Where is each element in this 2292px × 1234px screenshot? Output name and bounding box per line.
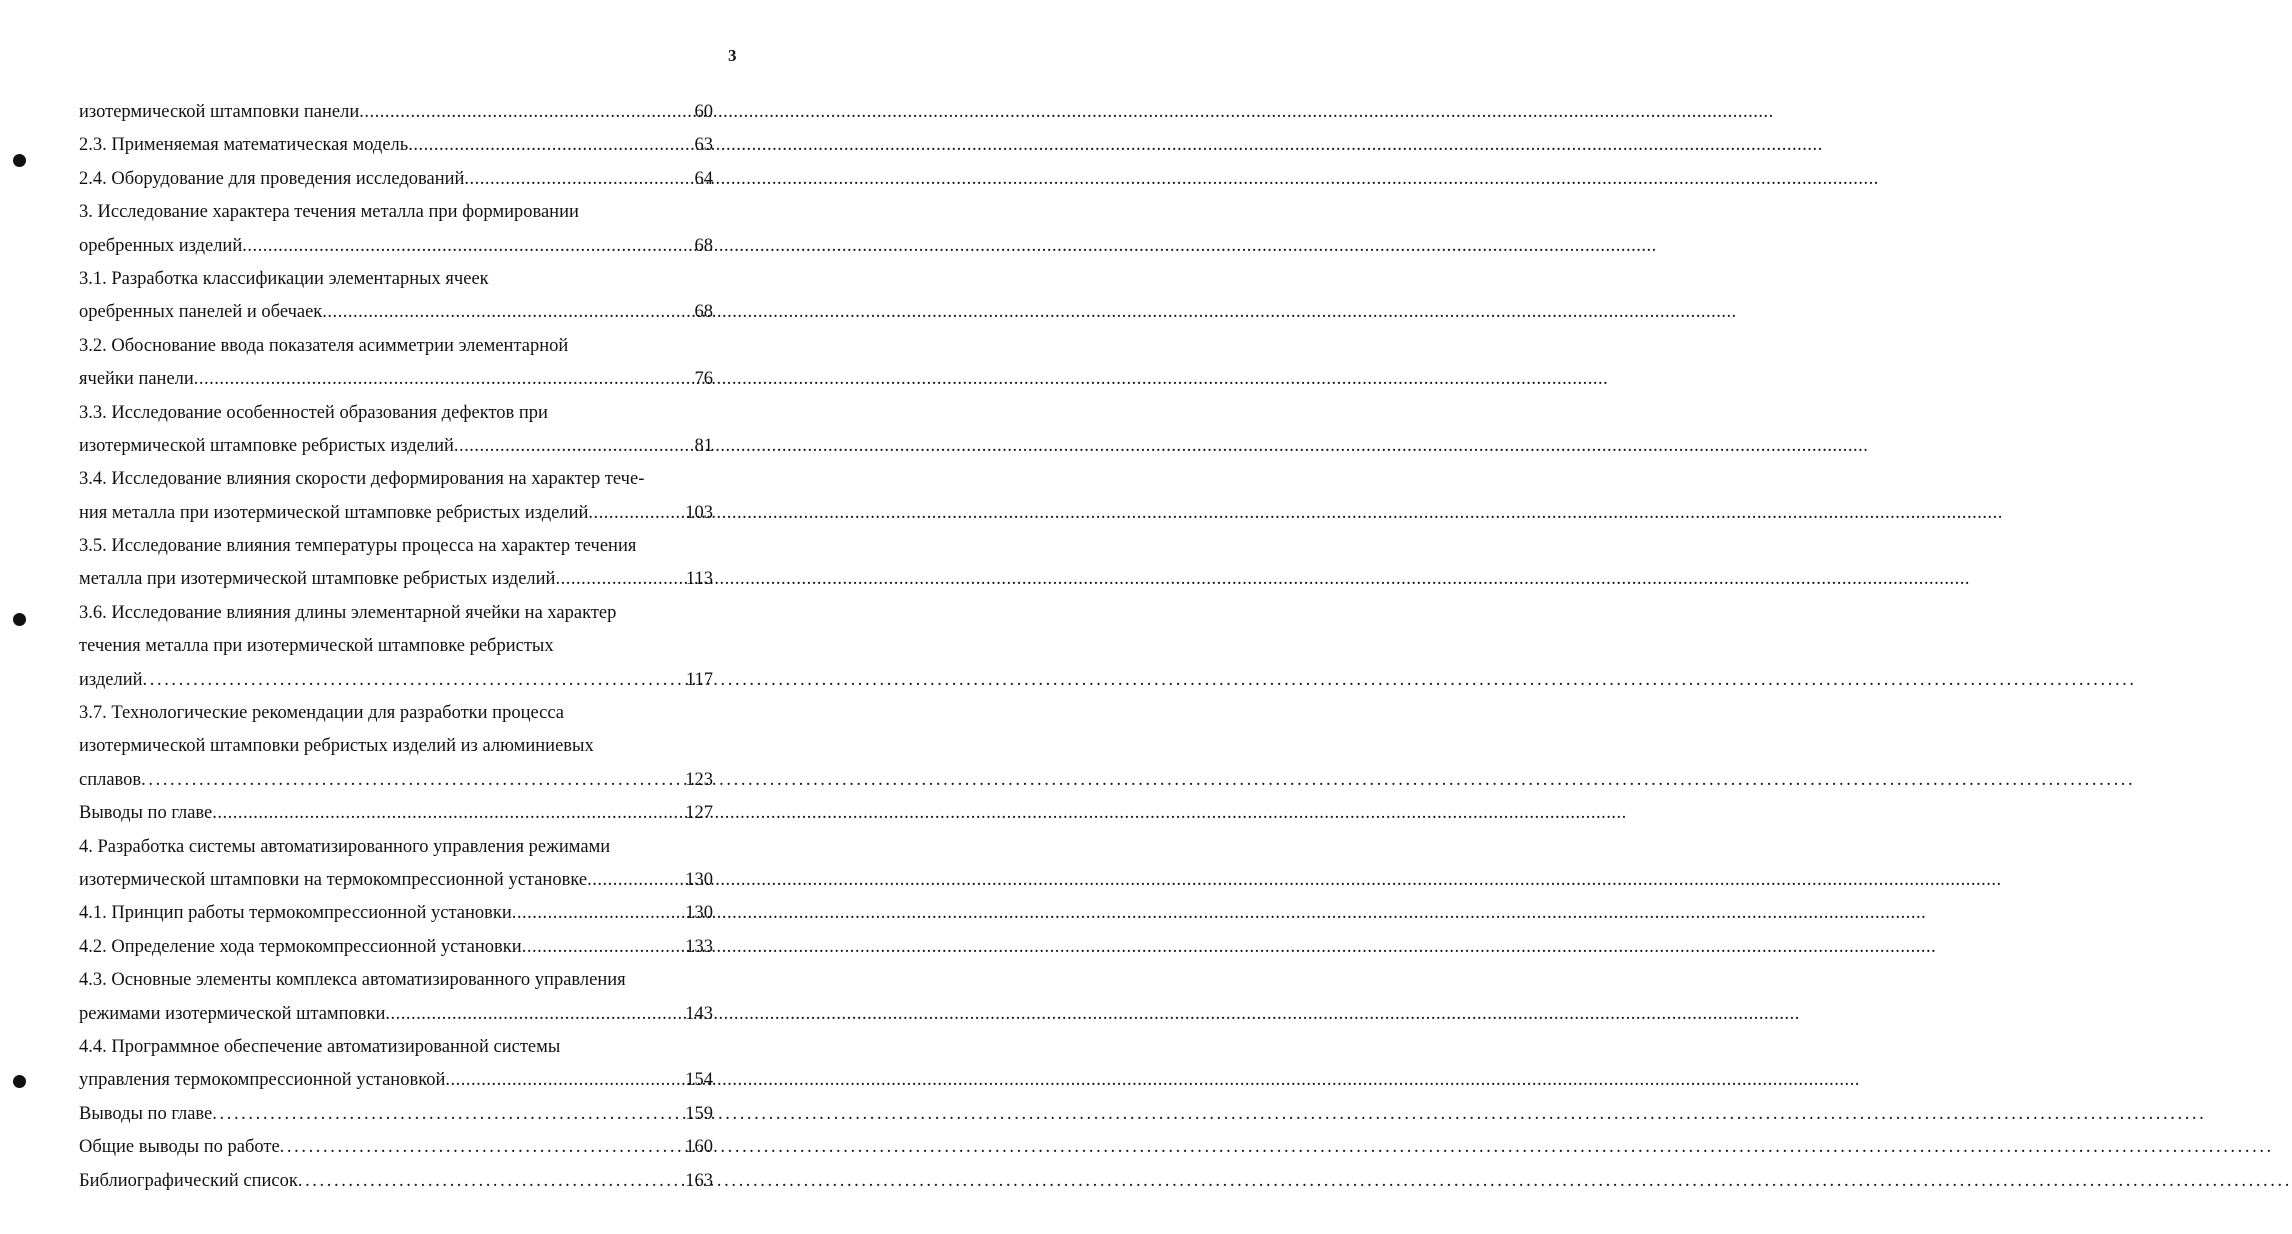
dot-leader	[359, 96, 694, 129]
toc-page-number: 63	[694, 135, 713, 156]
dot-leader	[445, 1064, 685, 1097]
toc-line	[79, 563, 713, 596]
toc-line	[79, 196, 713, 229]
dot-leader	[512, 897, 686, 930]
dot-leader	[385, 998, 685, 1031]
toc-entry-text: 2.4. Оборудование для проведения исследований	[79, 168, 465, 189]
dot-leader	[322, 296, 694, 329]
toc-line	[79, 1165, 713, 1198]
toc-page-number: 76	[694, 369, 713, 390]
toc-line	[79, 998, 713, 1031]
toc-line	[79, 931, 713, 964]
toc-line	[79, 831, 713, 864]
toc-line	[79, 530, 713, 563]
toc-line	[79, 296, 713, 329]
toc-entry-text: 3. Исследование характера течения металла при формировании	[79, 202, 579, 223]
toc-entry-text: Выводы по главе	[79, 803, 213, 824]
toc-entry-text: 2.3. Применяемая математическая модель	[79, 135, 409, 156]
toc-entry-text: 3.7. Технологические рекомендации для разработки процесса	[79, 703, 565, 724]
toc-line	[79, 497, 713, 530]
dot-leader	[141, 764, 685, 797]
toc-entry-text: оребренных изделий	[79, 235, 243, 256]
binder-hole-middle	[13, 613, 26, 626]
table-of-contents	[79, 96, 713, 1198]
dot-leader	[522, 931, 686, 964]
toc-entry-text: 3.6. Исследование влияния длины элементарной ячейки на характер	[79, 602, 617, 623]
toc-entry-text: режимами изотермической штамповки	[79, 1003, 386, 1024]
toc-line	[79, 1031, 713, 1064]
dot-leader	[587, 864, 685, 897]
toc-line	[79, 430, 713, 463]
binder-hole-bottom	[13, 1075, 26, 1088]
toc-line	[79, 1064, 713, 1097]
toc-entry-text: металла при изотермической штамповке ребристых изделий	[79, 569, 556, 590]
toc-page-number: 113	[685, 569, 713, 590]
toc-entry-text: управления термокомпрессионной установкой	[79, 1070, 446, 1091]
toc-line	[79, 864, 713, 897]
dot-leader	[242, 230, 694, 263]
dot-leader	[588, 497, 685, 530]
toc-page-number: 64	[694, 168, 713, 189]
toc-page-number: 130	[685, 869, 713, 890]
dot-leader	[212, 1098, 685, 1131]
toc-line	[79, 664, 713, 697]
toc-entry-text: 3.1. Разработка классификации элементарных ячеек	[79, 268, 489, 289]
toc-entry-text: Библиографический список	[79, 1170, 298, 1191]
toc-entry-text: Выводы по главе	[79, 1103, 213, 1124]
toc-entry-text: 4.2. Определение хода термокомпрессионной установки	[79, 936, 522, 957]
toc-line	[79, 230, 713, 263]
toc-entry-text: изотермической штамповки панели	[79, 102, 360, 122]
toc-page-number: 81	[694, 435, 713, 456]
toc-line	[79, 363, 713, 396]
toc-page-number: 143	[685, 1003, 713, 1024]
toc-entry-text: 4.4. Программное обеспечение автоматизированной системы	[79, 1036, 561, 1057]
toc-page-number: 133	[685, 936, 713, 957]
toc-line	[79, 697, 713, 730]
toc-line	[79, 897, 713, 930]
toc-entry-text: ния металла при изотермической штамповке ребристых изделий	[79, 502, 589, 523]
toc-line	[79, 129, 713, 162]
toc-line	[79, 764, 713, 797]
toc-entry-text: изделий	[79, 669, 143, 690]
dot-leader	[212, 797, 685, 830]
toc-line	[79, 1098, 713, 1131]
toc-entry-text: 3.5. Исследование влияния температуры процесса на характер течения	[79, 536, 637, 557]
dot-leader	[280, 1131, 686, 1164]
toc-line	[79, 630, 713, 663]
toc-entry-text: 4. Разработка системы автоматизированного управления режимами	[79, 836, 611, 857]
toc-entry-text: течения металла при изотермической штамповке ребристых	[79, 636, 554, 657]
toc-line	[79, 597, 713, 630]
dot-leader	[454, 430, 695, 463]
toc-page-number: 117	[685, 669, 713, 690]
dot-leader	[143, 664, 686, 697]
toc-page-number: 68	[694, 302, 713, 323]
toc-page-number: 154	[685, 1070, 713, 1091]
toc-entry-text: 3.4. Исследование влияния скорости деформирования на характер тече-	[79, 469, 645, 490]
toc-line	[79, 1131, 713, 1164]
toc-page-number: 127	[685, 803, 713, 824]
toc-line	[79, 163, 713, 196]
toc-line	[79, 964, 713, 997]
toc-line	[79, 797, 713, 830]
dot-leader	[194, 363, 695, 396]
toc-page-number: 123	[685, 769, 713, 790]
toc-page-number: 68	[694, 235, 713, 256]
dot-leader	[464, 163, 694, 196]
toc-entry-text: оребренных панелей и обечаек	[79, 302, 323, 323]
toc-page-number: 159	[685, 1103, 713, 1124]
toc-entry-text: изотермической штамповке ребристых изделий	[79, 435, 454, 456]
toc-entry-text: сплавов	[79, 769, 142, 790]
toc-line	[79, 96, 713, 129]
toc-page-number: 103	[685, 502, 713, 523]
toc-entry-text: 3.2. Обоснование ввода показателя асимметрии элементарной	[79, 335, 569, 356]
toc-page-number: 160	[685, 1137, 713, 1158]
toc-line	[79, 730, 713, 763]
toc-entry-text: ячейки панели	[79, 369, 194, 390]
toc-entry-text: 3.3. Исследование особенностей образования дефектов при	[79, 402, 548, 423]
toc-entry-text: изотермической штамповки ребристых изделий из алюминиевых	[79, 736, 594, 757]
binder-hole-top	[13, 154, 26, 167]
dot-leader	[555, 563, 685, 596]
dot-leader	[298, 1165, 685, 1198]
toc-line	[79, 263, 713, 296]
toc-entry-text: 4.3. Основные элементы комплекса автоматизированного управления	[79, 970, 626, 991]
toc-page-number: 60	[694, 102, 713, 122]
toc-entry-text: 4.1. Принцип работы термокомпрессионной установки	[79, 903, 512, 924]
toc-line	[79, 397, 713, 430]
toc-page-number: 163	[685, 1170, 713, 1191]
toc-line	[79, 463, 713, 496]
page-number: 3	[728, 46, 737, 65]
toc-page-number: 130	[685, 903, 713, 924]
toc-entry-text: изотермической штамповки на термокомпрессионной установке	[79, 869, 588, 890]
toc-line	[79, 330, 713, 363]
toc-entry-text: Общие выводы по работе	[79, 1137, 280, 1158]
dot-leader	[408, 129, 694, 162]
